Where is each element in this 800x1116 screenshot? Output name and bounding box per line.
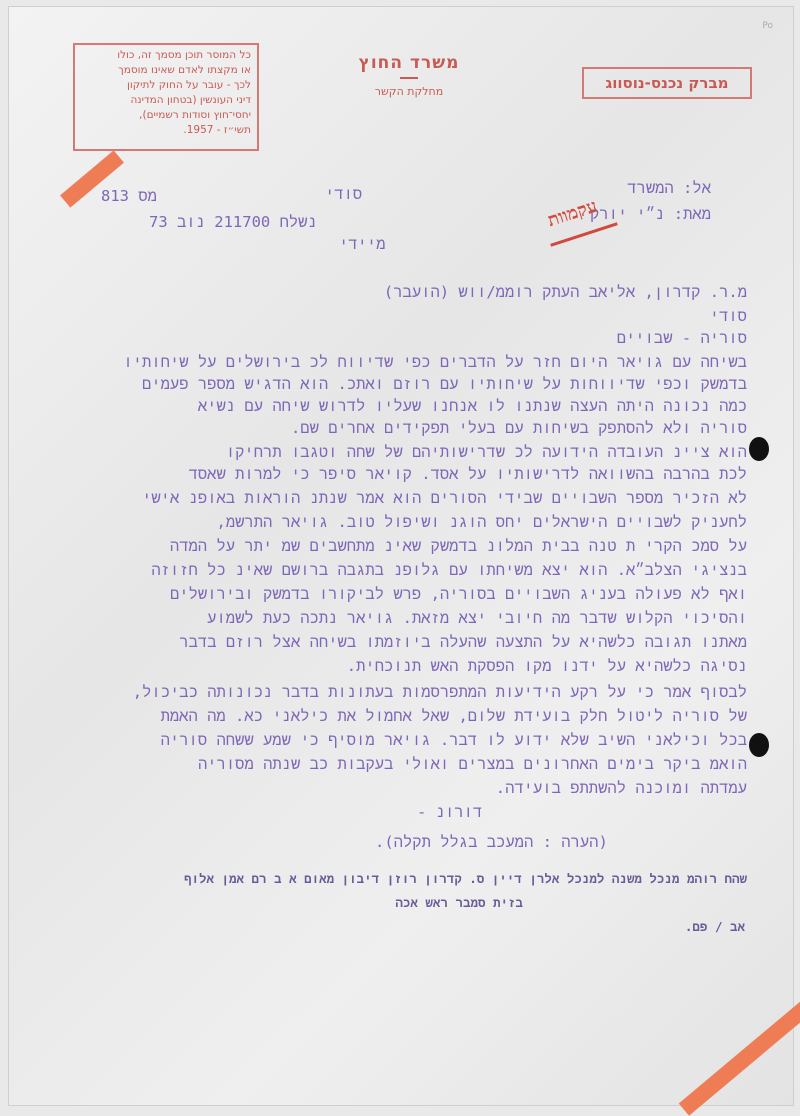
subject-line: סוריה - שבויים [616,329,747,347]
file-code: אב / פם. [684,919,745,934]
notice-line: או מקצתו לאדם שאינו מוסמך [118,64,251,76]
body-line: עמדתה ומוכנה להשתתפ בועידה. [495,779,747,797]
header-sent: נשלח 211700 נוב 73 [149,213,317,231]
body-line: הוא ציינ העובדה הידועה לכ שדרישותיהם של שחה וטגבו תרחיקו [225,443,747,461]
body-line: על סמכ הקרי ת טנה בבית המלונ בדמשק שאינ מתחשבים שמ יתר על המדה [169,537,747,555]
body-line: ואף לא פעולה בעניג השבויים בסוריה, פרש לביקורו בדמשק ובירושלים [170,585,747,603]
body-line: בדמשק וכפי שדיווחות על שיחותיו עם רוזם ואתכ. הוא הדגיש מספר פעמים [142,375,747,393]
body-line: נסיגה כלשהיא על ידנו מקו הפסקת האש תנוכחית. [346,657,747,675]
department-name: מחלקת הקשר [374,85,444,98]
body-line: כמה נכונה היתה העצה שנתנו לו אנחנו שעליו לדרוש שיחה עם נשיא [197,397,747,415]
body-line: בנציגי הצלב״א. הוא יצא משיחתו עם גלופנ בתגבה ברושם שאינ כל חזוזה [151,561,747,579]
notice-line: דיני העונשין (בטחון המדינה [130,94,251,106]
body-line: והסיכוי הקלוש שדבר מה חיובי יצא מזאת. גויאר נתכה כעת לשמוע [207,609,747,627]
body-line: לבסוף אמר כי על רקע הידיעות המתפרסמות בעתונות בדבר נכונותה כביכול, [132,683,747,701]
addressee-line: מ.ר. קדרון, אליאב העתק רוממ/ווש (הועבר) [383,283,747,301]
notice-line: יחסי־חוץ וסודות רשמיים), [139,109,251,121]
letterhead [309,53,509,98]
incoming-telegram-stamp: מברק נכנס-נוסווג [582,67,752,99]
body-line: בשיחה עם גויאר היום חזר על הדברים כפי שדיווח לכ בירושלים על שיחותיו [123,353,747,371]
archive-mark: Po [762,21,773,31]
punch-hole [749,733,769,757]
orange-stripe-marker [679,994,800,1116]
distribution-list-cont: בזית סמבר ראש אכה [395,895,523,910]
header-from: מאת: נ״י יורק [589,205,711,223]
header-to: אל: המשרד [627,179,711,197]
punch-hole [749,437,769,461]
handwritten-note: עקמוות [544,195,600,232]
ministry-name: משרד החוץ [358,53,460,73]
header-classification: סודי [325,185,363,203]
notice-line: כל המוסר תוכן מסמך זה, כולו [117,49,251,61]
notice-line: תשי״ז - 1957. [183,124,251,136]
body-line: הואמ ביקר בימים האחרונים במצרים ואולי בעקבות כב שנתה מסוריה [197,755,747,773]
body-line: של סוריה ליטול חלק בועידת שלום, שאל אחמול את כילאני כא. מה האמת [160,707,747,725]
body-line: מאתנו תגובה כלשהיא על התצעה שהעלה ביוזמתו בשיחה אצל רוזם בדבר [179,633,747,651]
delay-note: (הערה : המעכב בגלל תקלה). [375,833,608,851]
distribution-list: שהח רוהמ מנכל משנה למנכל אלרן דיין ס. קדרון רוזן דיבון מאום א ב רם אמן אלוף [183,871,747,886]
body-classification: סודי [709,307,747,325]
telegram-page [8,6,794,1106]
body-line: בכל וכילאני השיב שלא ידוע לו דבר. גויאר מוסיף כי שמע ששחה סוריה [160,731,747,749]
notice-line: לכך - עובר על החוק לתיקון [126,79,251,91]
signature: דורונ - [417,803,483,821]
body-line: לחעניק לשבויים הישראלים יחס הוגנ ושיפול טוב. גויאר התרשמ, [216,513,747,531]
header-priority: מיידי [339,235,386,253]
secrecy-notice-box [73,43,259,151]
letterhead-divider [400,77,418,79]
body-line: סוריה ולא להסתפק בשיחות עם בעלי תפקידים אחרים שם. [290,419,747,437]
body-line: לא הזכיר מספר השבויים שבידי הסורים הוא אמר שנתנ הוראות באופנ אישי [142,489,747,507]
header-number: מס 813 [101,187,157,205]
body-line: לכת בהרבה בהשוואה לדרישותיו על אסד. קויאר סיפר כי למרות שאסד [188,465,747,483]
